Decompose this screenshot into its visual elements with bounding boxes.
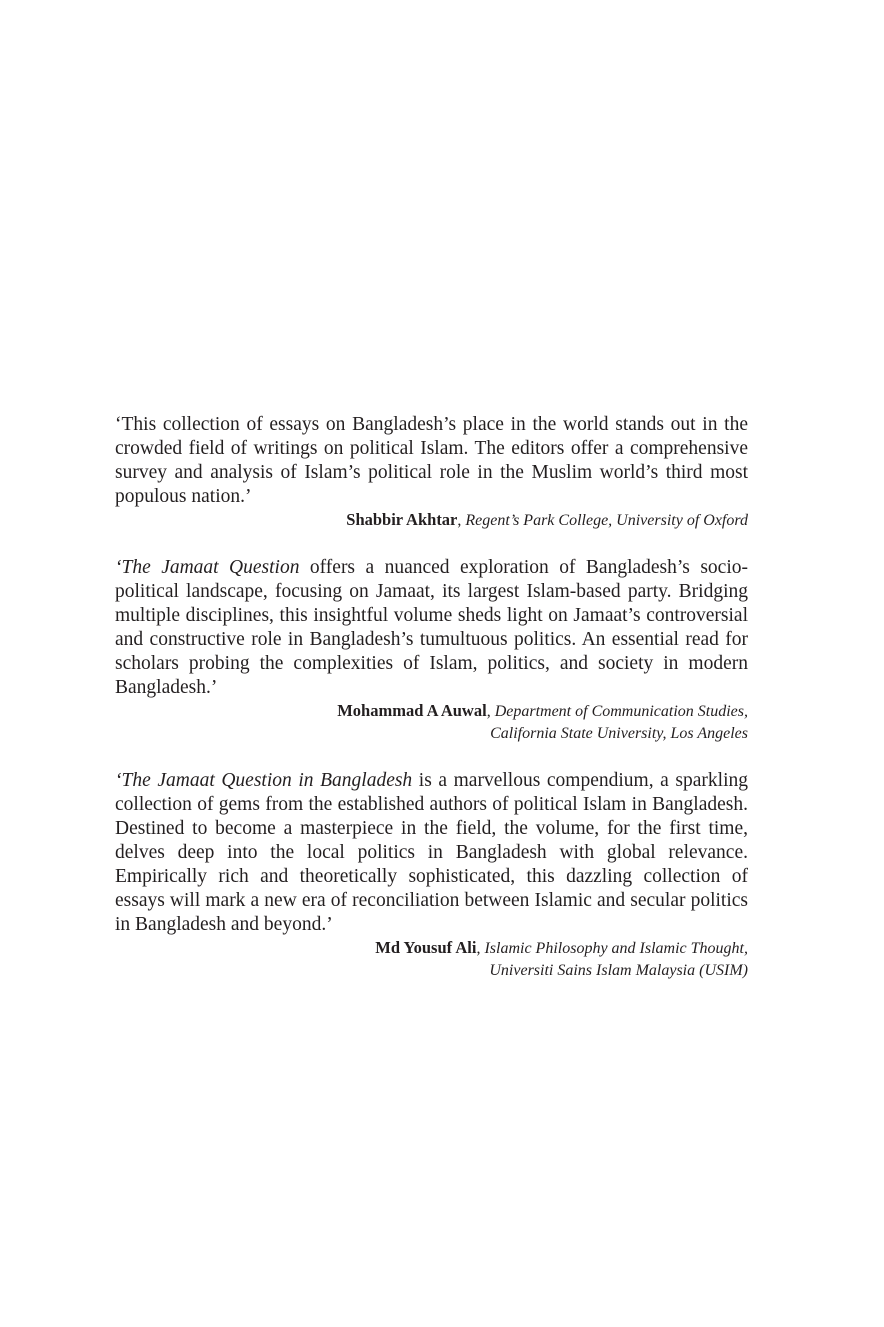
endorsement-attribution: Shabbir Akhtar, Regent’s Park College, University of Oxford — [346, 510, 748, 529]
quote-text: ‘This collection of essays on Bangladesh’s place in the world stands out in the crowded field of writings on political Islam. The editors offer a comprehensive survey and analysis of Islam’s political role in the Muslim world’s third most populous nation.’ — [115, 414, 748, 507]
endorsement-quote — [115, 413, 748, 509]
endorsements-section — [115, 413, 748, 1006]
book-title: ‘The Jamaat Question in Bangladesh — [115, 770, 413, 791]
endorsement-2 — [115, 556, 748, 745]
quote-text: offers a nuanced exploration of Bangladesh’s socio-political landscape, focusing on Jamaat, its largest Islam-based party. Bridging multiple disciplines, this insightful volume sheds light on Jamaat’s controversial and constructive role in Bangladesh’s tumultuous politics. An essential read for scholars probing the complexities of Islam, politics, and society in modern Bangladesh.’ — [115, 557, 748, 698]
author-name: Shabbir Akhtar — [346, 510, 458, 529]
author-affiliation-line2: Universiti Sains Islam Malaysia (USIM) — [489, 962, 748, 979]
author-affiliation: Regent’s Park College, University of Oxford — [465, 512, 748, 529]
author-affiliation: Department of Communication Studies, — [494, 703, 748, 720]
endorsement-1 — [115, 413, 748, 532]
endorsement-quote — [115, 769, 748, 937]
author-name: Md Yousuf Ali — [375, 938, 477, 957]
endorsement-attribution: Md Yousuf Ali, Islamic Philosophy and Islamic Thought, Universiti Sains Islam Malaysia (USIM) — [375, 938, 748, 979]
author-name: Mohammad A Auwal — [337, 701, 487, 720]
book-title: ‘The Jamaat Question — [115, 557, 300, 578]
author-affiliation-line2: California State University, Los Angeles — [490, 725, 748, 742]
author-affiliation: Islamic Philosophy and Islamic Thought, — [484, 940, 748, 957]
quote-text: is a marvellous compendium, a sparkling collection of gems from the established authors of political Islam in Bangladesh. Destined to become a masterpiece in the field, the volume, for the first time, delves deep into the local politics in Bangladesh with global relevance. Empirically rich and theoretically sophisticated, this dazzling collection of essays will mark a new era of reconciliation between Islamic and secular politics in Bangladesh and beyond.’ — [115, 770, 748, 935]
endorsement-attribution: Mohammad A Auwal, Department of Communication Studies, California State University, Los Angeles — [337, 701, 748, 742]
endorsement-quote — [115, 556, 748, 700]
endorsement-3 — [115, 769, 748, 982]
